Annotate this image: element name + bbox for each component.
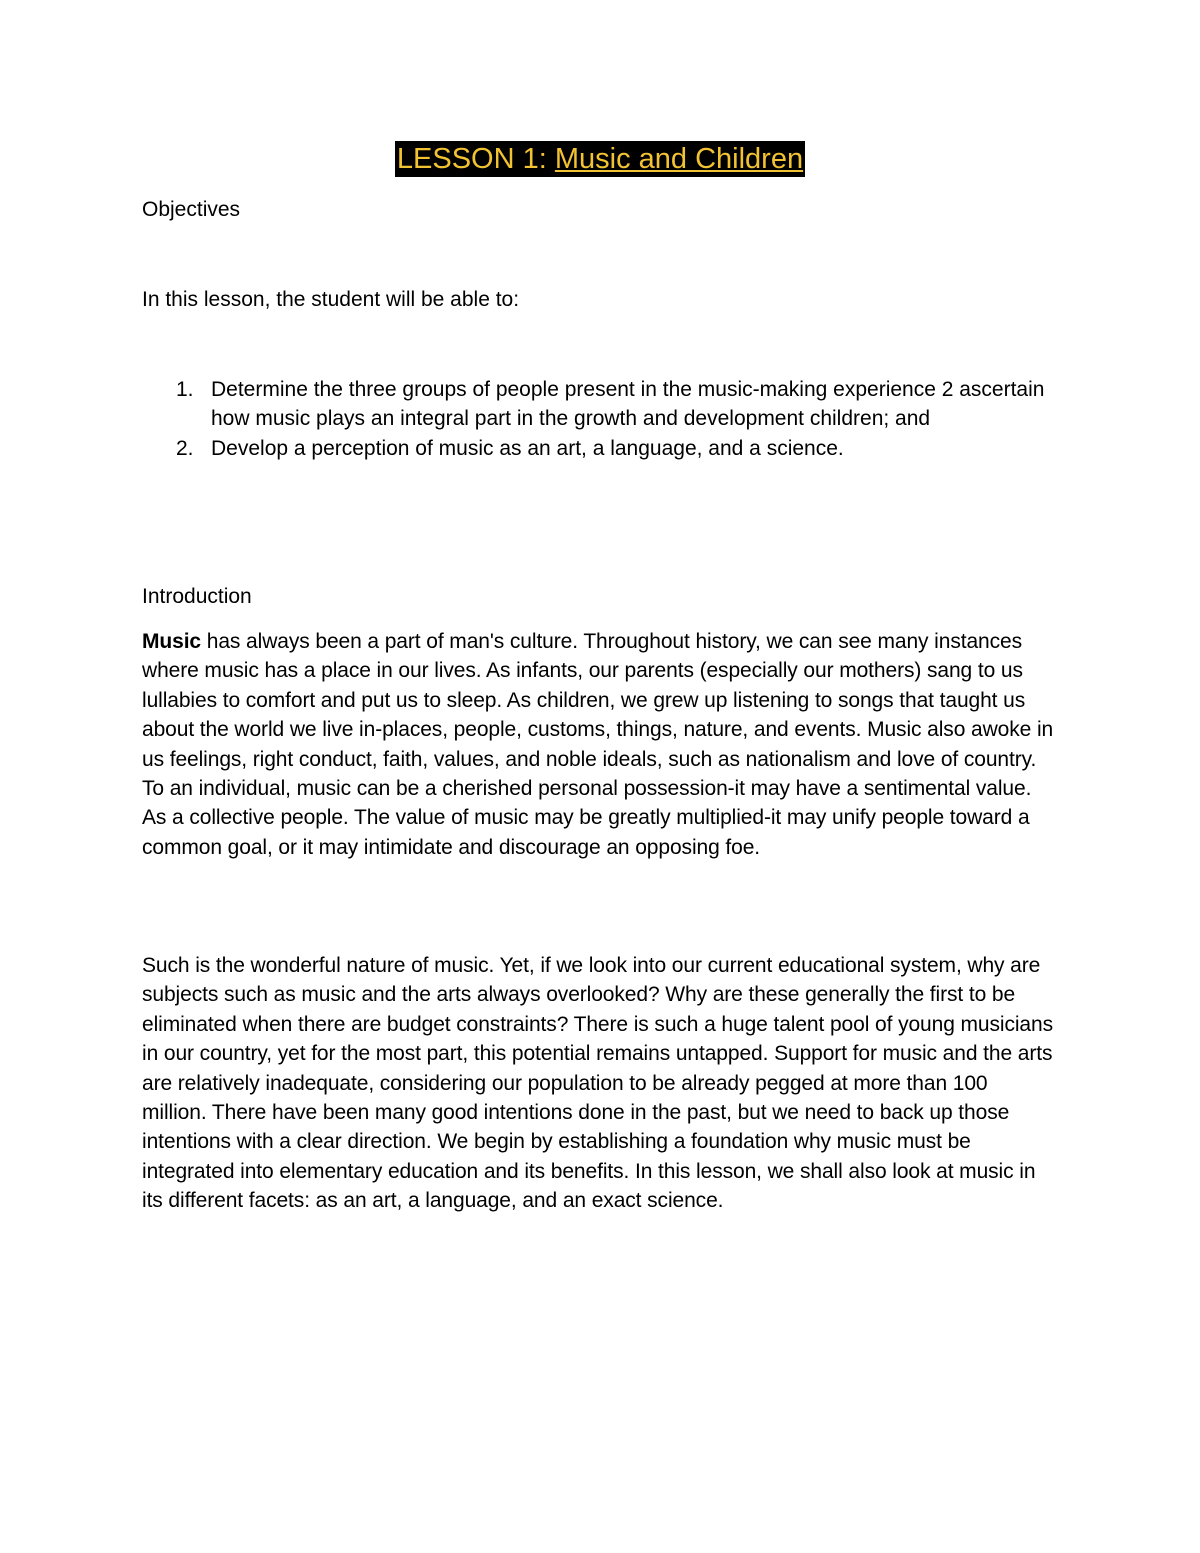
objectives-intro: In this lesson, the student will be able to:: [142, 288, 520, 311]
objective-number: 2.: [176, 436, 194, 460]
objectives-heading: Objectives: [142, 198, 241, 221]
lesson-title-prefix: LESSON 1:: [396, 143, 555, 175]
objective-text: Develop a perception of music as an art, a language, and a science.: [211, 436, 844, 460]
introduction-heading: Introduction: [142, 585, 252, 608]
intro-paragraph-1-text: has always been a part of man's culture. Throughout history, we can see many instances where music has a place in our lives. As infants, our parents (especially our mothers) sang to us lullabies to comfort and put us to sleep. As children, we grew up listening to songs that taught us about the world we live in-places, people, customs, things, nature, and events. Music also awoke in us feelings, right conduct, faith, values, and noble ideals, such as nationalism and love of country. To an individual, music can be a cherished personal possession-it may have a sentimental value. As a collective people. The value of music may be greatly multiplied-it may unify people toward a common goal, or it may intimidate and discourage an opposing foe.: [142, 630, 1054, 859]
lesson-title-main: Music and Children: [554, 143, 804, 175]
objective-number: 1.: [176, 378, 194, 401]
intro-paragraph-1: [142, 627, 1057, 862]
objective-item: [176, 375, 1057, 434]
lesson-title: [0, 141, 1200, 177]
intro-lead-word: Music: [142, 630, 202, 653]
lesson-title-highlight: [395, 141, 805, 177]
objective-text: Determine the three groups of people present in the music-making experience 2 ascertain how music plays an integral part in the growth and development children; and: [211, 378, 1045, 431]
objectives-list: [142, 375, 1057, 463]
objective-item: [176, 434, 1057, 463]
intro-paragraph-2: Such is the wonderful nature of music. Yet, if we look into our current educational system, why are subjects such as music and the arts always overlooked? Why are these generally the first to be eliminated when there are budget constraints? There is such a huge talent pool of young musicians in our country, yet for the most part, this potential remains untapped. Support for music and the arts are relatively inadequate, considering our population to be already pegged at more than 100 million. There have been many good intentions done in the past, but we need to back up those intentions with a clear direction. We begin by establishing a foundation why music must be integrated into elementary education and its benefits. In this lesson, we shall also look at music in its different facets: as an art, a language, and an exact science.: [142, 954, 1053, 1213]
